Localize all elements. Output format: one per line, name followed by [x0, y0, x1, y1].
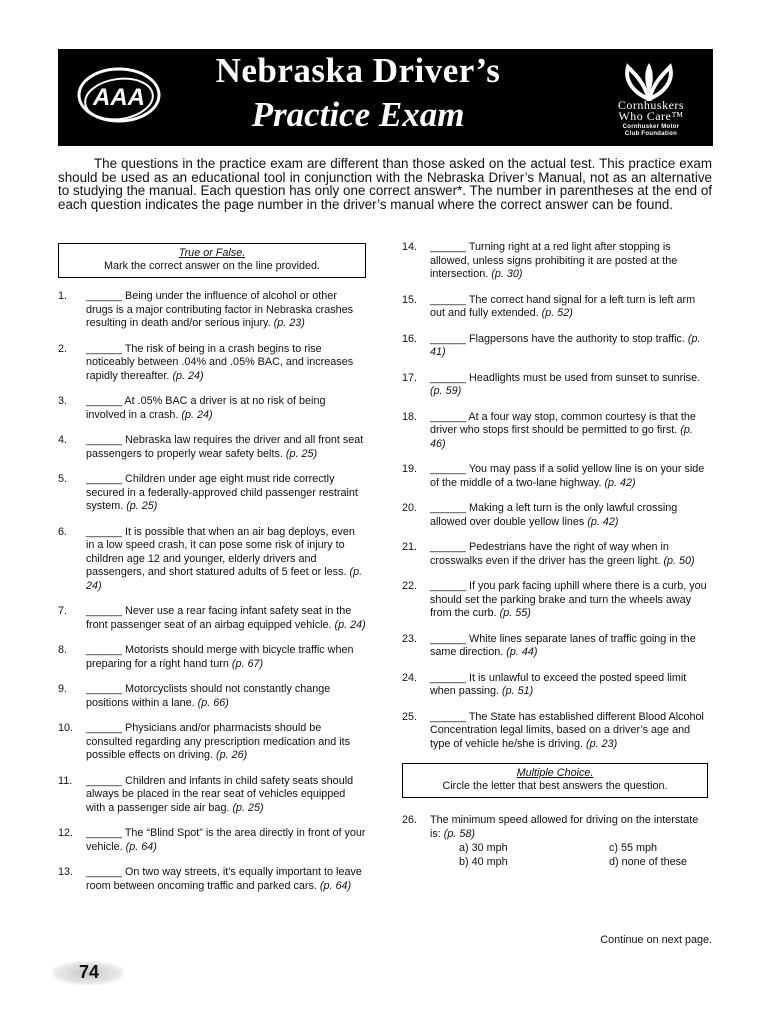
- question-text: ______ It is possible that when an air bag deploys, even in a low speed crash, it can pose some risk of injury to children age 12 and younger, elderly drivers and passengers, and short statured adults of 5 feet or less.: [86, 525, 355, 578]
- aaa-logo: [76, 61, 162, 131]
- question-number: 7.: [58, 605, 68, 617]
- page-reference: (p. 58): [443, 827, 476, 840]
- question-item: [58, 827, 366, 854]
- question-text: ______ Children under age eight must ride correctly secured in a federally-approved child passenger restraint system.: [86, 473, 358, 512]
- question-text: ______ The risk of being in a crash begins to rise noticeably between .04% and .05% BAC, and increases rapidly thereafter.: [86, 342, 354, 382]
- question-item: [402, 372, 708, 399]
- question-number: 8.: [58, 644, 68, 656]
- partner-logo-sub-2: Club Foundation: [624, 131, 678, 137]
- question-text: ______ Flagpersons have the authority to stop traffic.: [430, 332, 688, 345]
- question-item: [58, 434, 366, 461]
- question-text: ______ Turning right at a red light after stopping is allowed, unless signs prohibiting it are posted at the intersection.: [430, 241, 678, 280]
- question-item: [58, 644, 366, 671]
- page-reference: (p. 44): [506, 646, 538, 658]
- question-number: 9.: [58, 683, 68, 695]
- page-reference: (p. 41): [430, 332, 701, 358]
- question-text: ______ Nebraska law requires the driver and all front seat passengers to properly wear safety belts.: [86, 434, 364, 460]
- title-line-2: Practice Exam: [251, 95, 465, 134]
- question-item: [402, 633, 708, 660]
- aaa-logo-text: AAA: [93, 84, 145, 111]
- question-number: 1.: [58, 290, 68, 302]
- option-a[interactable]: a) 30 mph: [459, 842, 508, 854]
- option-d[interactable]: d) none of these: [609, 855, 688, 868]
- page-reference: (p. 59): [430, 385, 462, 397]
- question-item: [402, 502, 708, 529]
- left-column: [58, 243, 366, 893]
- question-number: 14.: [402, 241, 418, 253]
- question-item: [58, 526, 366, 594]
- question-number: 24.: [402, 671, 418, 684]
- page-reference: (p. 24): [334, 618, 366, 631]
- question-item: [402, 463, 708, 490]
- question-item: [58, 395, 366, 422]
- question-number: 6.: [58, 525, 68, 538]
- question-item: [58, 683, 366, 710]
- question-number: 3.: [58, 395, 68, 407]
- page-reference: (p. 50): [663, 554, 695, 567]
- title-line-1: Nebraska Driver’s: [215, 51, 501, 90]
- question-text: ______ Children and infants in child safety seats should always be placed in the rear seat of vehicles equipped with a passenger side air bag.: [86, 774, 354, 814]
- question-text: The minimum speed allowed for driving on the interstate is:: [430, 814, 699, 840]
- question-text: ______ At .05% BAC a driver is at no risk of being involved in a crash.: [86, 395, 326, 421]
- question-item: [402, 711, 708, 752]
- page-reference: (p. 67): [231, 657, 264, 670]
- question-item: [58, 343, 366, 384]
- page-reference: (p. 42): [587, 515, 619, 528]
- question-26: [402, 814, 708, 841]
- question-text: ______ The “Blind Spot” is the area directly in front of your vehicle.: [86, 827, 366, 853]
- page-reference: (p. 55): [499, 607, 531, 619]
- page-reference: (p. 25): [126, 500, 158, 512]
- question-item: [58, 722, 366, 763]
- question-item: [402, 541, 708, 568]
- question-item: [58, 473, 366, 514]
- question-item: [402, 580, 708, 621]
- question-text: ______ You may pass if a solid yellow line is on your side of the middle of a two-lane highway.: [430, 463, 705, 489]
- right-question-list: [402, 241, 708, 751]
- page-number: 74: [79, 962, 100, 982]
- multiple-choice-instruction: Circle the letter that best answers the question.: [442, 780, 668, 792]
- question-item: [58, 866, 366, 893]
- question-text: ______ The State has established different Blood Alcohol Concentration legal limits, based on a driver’s age and type of vehicle he/she is driving.: [430, 710, 704, 750]
- multiple-choice-heading: Multiple Choice.: [516, 767, 594, 779]
- page-reference: (p. 64): [319, 879, 352, 892]
- question-number: 11.: [58, 774, 73, 787]
- page-reference: (p. 25): [232, 801, 264, 814]
- question-item: [58, 775, 366, 816]
- cornhuskers-who-care-logo: [596, 59, 706, 143]
- question-number: 13.: [58, 866, 74, 878]
- question-number: 21.: [402, 541, 418, 553]
- question-text: ______ Physicians and/or pharmacists should be consulted regarding any prescription medication and its possible effects on driving.: [86, 722, 351, 761]
- page-reference: (p. 24): [181, 408, 213, 421]
- question-text: ______ Motorists should merge with bicycle traffic when preparing for a right hand turn: [86, 644, 354, 670]
- question-text: ______ It is unlawful to exceed the posted speed limit when passing.: [430, 671, 687, 697]
- question-item: [402, 294, 708, 321]
- true-false-heading: True or False.: [178, 247, 246, 259]
- page-reference: (p. 25): [285, 447, 318, 460]
- flower-icon: [614, 59, 684, 101]
- partner-logo-sub-1: Cornhusker Motor: [622, 124, 680, 130]
- page-reference: (p. 23): [273, 317, 305, 329]
- question-number: 19.: [402, 463, 418, 475]
- left-question-list: [58, 290, 366, 893]
- page-reference: (p. 66): [197, 696, 229, 709]
- question-number: 20.: [402, 502, 418, 514]
- page-reference: (p. 26): [216, 749, 248, 761]
- question-number: 2.: [58, 342, 68, 355]
- question-text: ______ The correct hand signal for a left turn is left arm out and fully extended.: [430, 293, 696, 319]
- question-item: [402, 411, 708, 452]
- option-b[interactable]: b) 40 mph: [459, 855, 508, 868]
- question-text: ______ Pedestrians have the right of way when in crosswalks even if the driver has the green light.: [430, 541, 669, 567]
- page-reference: (p. 64): [125, 840, 157, 853]
- page-reference: (p. 23): [586, 737, 618, 750]
- page-reference: (p. 30): [491, 268, 523, 280]
- true-false-instructions: [58, 243, 366, 278]
- question-number: 5.: [58, 473, 68, 485]
- question-item: [402, 241, 708, 282]
- question-text: ______ Being under the influence of alcohol or other drugs is a major contributing factor in Nebraska crashes resulting in death and/or serious injury.: [86, 290, 354, 329]
- partner-logo-line-1: Cornhuskers: [617, 98, 685, 112]
- partner-logo-line-2: Who Care™: [618, 109, 684, 123]
- question-text: ______ Motorcyclists should not constantly change positions within a lane.: [86, 683, 331, 709]
- question-item: [402, 672, 708, 699]
- question-number: 18.: [402, 410, 418, 423]
- page-reference: (p. 24): [172, 369, 204, 382]
- intro-paragraph: The questions in the practice exam are different than those asked on the actual test. This practice exam should be used as an educational tool in conjunction with the Nebraska Driver’s Manual, not as an alternative to studying the manual. Each question has only one correct answer*. The number in parentheses at the end of each question indicates the page number in the driver’s manual where the correct answer can be found.: [58, 156, 712, 212]
- page-reference: (p. 42): [604, 476, 636, 489]
- page-reference: (p. 46): [430, 424, 693, 450]
- question-number: 12.: [58, 827, 74, 839]
- question-item: [58, 290, 366, 331]
- header-banner: [58, 49, 713, 146]
- option-c[interactable]: c) 55 mph: [609, 842, 658, 854]
- question-text: ______ Headlights must be used from sunset to sunrise.: [430, 371, 701, 384]
- question-number: 22.: [402, 580, 418, 592]
- page-reference: (p. 24): [86, 566, 363, 592]
- question-number: 17.: [402, 371, 418, 384]
- question-item: [402, 333, 708, 360]
- question-text: ______ If you park facing uphill where there is a curb, you should set the parking brake and turn the wheels away from the curb.: [430, 580, 707, 619]
- question-text: ______ At a four way stop, common courtesy is that the driver who stops first should be permitted to go first.: [430, 410, 696, 436]
- question-text: ______ Making a left turn is the only lawful crossing allowed over double yellow lines: [430, 502, 678, 528]
- question-number: 10.: [58, 722, 74, 734]
- page-reference: (p. 51): [502, 685, 534, 697]
- question-text: ______ Never use a rear facing infant safety seat in the front passenger seat of an airbag equipped vehicle.: [86, 605, 352, 631]
- page-reference: (p. 52): [541, 307, 573, 319]
- question-item: [58, 605, 366, 632]
- question-text: ______ On two way streets, it’s equally important to leave room between oncoming traffic and parked cars.: [86, 866, 362, 892]
- multiple-choice-instructions: [402, 763, 708, 798]
- true-false-instruction: Mark the correct answer on the line provided.: [103, 260, 321, 272]
- question-number: 23.: [402, 632, 418, 645]
- right-column: [402, 241, 708, 869]
- question-number: 15.: [402, 293, 418, 306]
- answer-options: [459, 842, 708, 869]
- question-number: 25.: [402, 710, 418, 723]
- question-number: 26.: [402, 814, 418, 826]
- continue-note: Continue on next page.: [600, 934, 712, 946]
- question-number: 16.: [402, 332, 418, 345]
- question-number: 4.: [58, 434, 68, 446]
- question-text: ______ White lines separate lanes of traffic going in the same direction.: [430, 632, 696, 658]
